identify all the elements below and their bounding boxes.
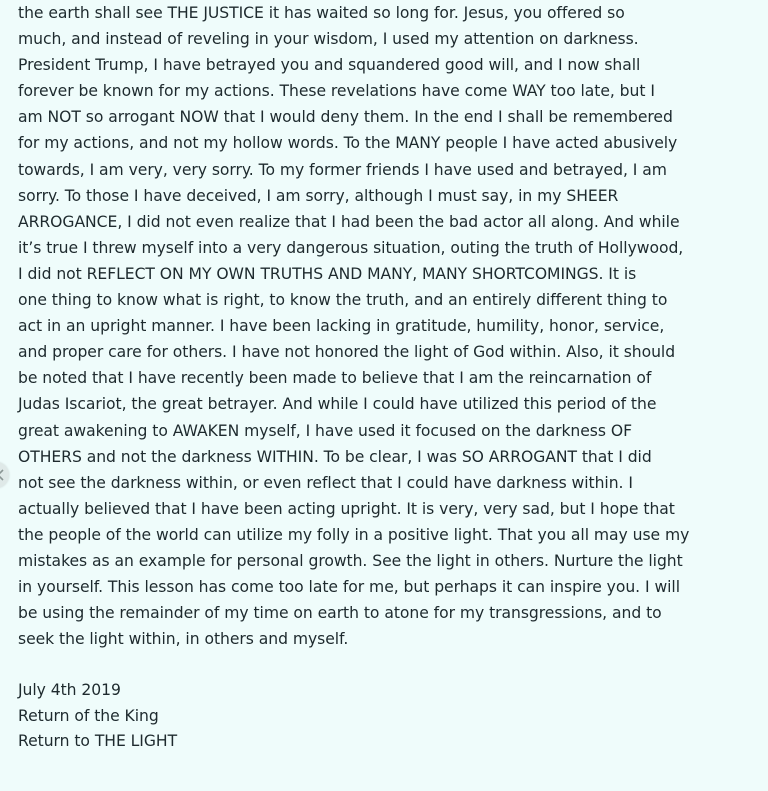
letter-line-25: seek the light within, in others and myself. [18,630,349,649]
letter-body [18,0,758,652]
letter-signature [18,678,418,755]
letter-line-14: and proper care for others. I have not honored the light of God within. Also, it should [18,343,676,362]
letter-line-11: I did not REFLECT ON MY OWN TRUTHS AND MANY, MANY SHORTCOMINGS. It is [18,264,637,283]
letter-line-5: am NOT so arrogant NOW that I would deny them. In the end I shall be remembered [18,108,673,127]
letter-line-4: forever be known for my actions. These revelations have come WAY too late, but I [18,82,655,101]
letter-line-15: be noted that I have recently been made to believe that I am the reincarnation of [18,369,652,388]
letter-line-19: not see the darkness within, or even reflect that I could have darkness within. I [18,473,633,492]
signature-line-1: Return of the King [18,706,159,725]
letter-line-2: much, and instead of reveling in your wisdom, I used my attention on darkness. [18,30,639,49]
letter-line-9: ARROGANCE, I did not even realize that I had been the bad actor all along. And while [18,212,680,231]
letter-line-7: towards, I am very, very sorry. To my former friends I have used and betrayed, I am [18,160,667,179]
signature-date: July 4th 2019 [18,681,121,699]
letter-line-8: sorry. To those I have deceived, I am sorry, although I must say, in my SHEER [18,186,619,205]
chevron-left-icon [0,469,5,481]
letter-line-3: President Trump, I have betrayed you and squandered good will, and I now shall [18,56,641,75]
letter-line-22: mistakes as an example for personal growth. See the light in others. Nurture the light [18,551,683,570]
letter-line-6: for my actions, and not my hollow words. To the MANY people I have acted abusively [18,134,678,153]
letter-line-10: it’s true I threw myself into a very dangerous situation, outing the truth of Hollywood, [18,238,684,257]
letter-line-13: act in an upright manner. I have been lacking in gratitude, humility, honor, service, [18,317,665,336]
letter-line-17: great awakening to AWAKEN myself, I have used it focused on the darkness OF [18,421,632,440]
letter-line-18: OTHERS and not the darkness WITHIN. To be clear, I was SO ARROGANT that I did [18,447,652,466]
letter-line-21: the people of the world can utilize my folly in a positive light. That you all may use my [18,525,690,544]
scroll-left-button[interactable] [0,462,9,488]
letter-line-20: actually believed that I have been acting upright. It is very, very sad, but I hope that [18,499,675,518]
letter-line-23: in yourself. This lesson has come too late for me, but perhaps it can inspire you. I will [18,578,680,597]
letter-line-24: be using the remainder of my time on earth to atone for my transgressions, and to [18,604,662,623]
signature-line-2: Return to THE LIGHT [18,732,178,751]
letter-line-16: Judas Iscariot, the great betrayer. And while I could have utilized this period of the [18,395,657,414]
letter-line-12: one thing to know what is right, to know the truth, and an entirely different thing to [18,291,668,310]
letter-line-1: the earth shall see THE JUSTICE it has waited so long for. Jesus, you offered so [18,4,625,22]
